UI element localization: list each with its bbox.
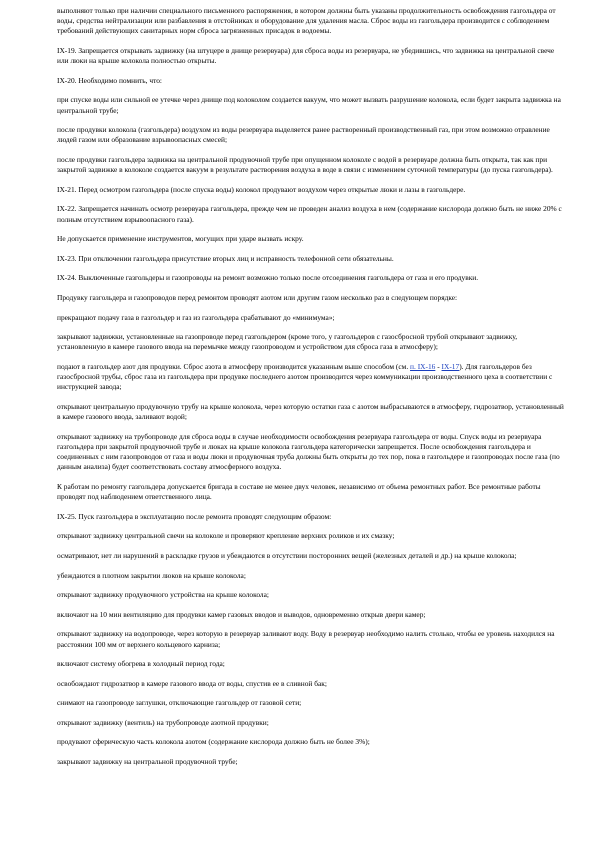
text-nitrogen-feed: подают в газгольдер азот для продувки. Сброс азота в атмосферу производится указанным выше способом (см.: [57, 361, 409, 371]
paragraph-purge-order: Продувку газгольдера и газопроводов перед ремонтом проводят азотом или другим газом несколько раз в следующем порядке:: [57, 292, 458, 302]
paragraph-vacuum-warning: при спуске воды или сильной ее утечке через днище под колоколом создается вакуум, что может вызвать разрушение колокола, если будет закрыта задвижка на центральной трубе;: [57, 95, 561, 115]
paragraph-valve-open: после продувки газгольдера задвижка на центральной продувочной трубе при опущенном колоколе с водой в резервуаре должна быть открыта, так как при закрытой задвижке в колоколе создается вакуум в результате растворения воздуха в воде в связи с изменением суточной температуры (до пуска газгольдера).: [57, 154, 553, 175]
paragraph-stop-supply: прекращают подачу газа в газгольдер и газ из газгольдера срабатывают до «минимума»;: [57, 312, 335, 322]
paragraph-close-central: закрывают задвижку на центральной продувочной трубе;: [57, 757, 238, 767]
paragraph-hydroseal: освобождают гидрозатвор в камере газового ввода от воды, спустив ее в сливной бак;: [57, 678, 327, 688]
paragraph-central-pipe: открывают центральную продувочную трубу на крыше колокола, через которую остатки газа с азотом выбрасываются в атмосферу, гидрозатвор, установленный в камере газового ввода, заливают водой;: [57, 401, 564, 422]
paragraph-hatches: убеждаются в плотном закрытии люков на крыше колокола;: [57, 570, 246, 580]
paragraph-inspect-roof: осматривают, нет ли нарушений в раскладке грузов и убеждаются в отсутствии посторонних вещей (железных деталей и др.) на крыше колокола;: [57, 550, 517, 560]
paragraph-ix-19: IX-19. Запрещается открывать задвижку (на штуцере в днище резервуара) для сброса воды из резервуара, не убедившись, что задвижка на центральной свече или люки на крыше колокола полностью открыты.: [57, 46, 555, 66]
paragraph-ix-22: IX-22. Запрещается начинать осмотр резервуара газгольдера, прежде чем не проведен анализ воздуха в нем (содержание кислорода должно быть не ниже 20% с полным отсутствием взрывоопасного газа).: [57, 204, 562, 224]
text-nitrogen-feed-end: ). Для газгольдеров без газосбросной трубы, сброс газа из газгольдера при продувке последнего азотом производится через коммуникации производственного цеха в соответствии с инструкцией завода;: [57, 361, 553, 392]
paragraph-ix-25: IX-25. Пуск газгольдера в эксплуатацию после ремонта проводят следующим образом:: [57, 511, 332, 521]
link-separator: -: [437, 361, 440, 371]
paragraph-gas-release: после продувки колокола (газгольдера) воздухом из воды резервуара выделяется ранее растворенный производственный газ, при этом возможно отравление людей газом или образование взрывоопасных смесей;: [57, 125, 550, 145]
paragraph-fill-water: открывают задвижку на водопроводе, через которую в резервуар заливают воду. Воду в резервуар необходимо налить столько, чтобы ее уровень находился на расстоянии 100 мм от верхнего кольцевого карниза;: [57, 629, 555, 649]
paragraph-purge-valve: открывают задвижку продувочного устройства на крыше колокола;: [57, 590, 269, 600]
paragraph-remove-plugs: снимают на газопроводе заглушки, отключающие газгольдер от газовой сети;: [57, 698, 302, 708]
paragraph-spark-tools: Не допускается применение инструментов, могущих при ударе вызвать искру.: [57, 234, 304, 244]
paragraph-purge-sphere: продувают сферическую часть колокола азотом (содержание кислорода должно быть не более 3%);: [57, 737, 370, 747]
paragraph-ix-20: IX-20. Необходимо помнить, что:: [57, 75, 162, 85]
paragraph-nitrogen-feed: [57, 362, 565, 393]
paragraph-water-drain: открывают задвижку на трубопроводе для сброса воды в случае необходимости освобождения резервуара газгольдера от воды. Спуск воды из резервуара газгольдера при закрытой продувочной трубе и люках на крыше колокола газгольдера категорически запрещается. После освобождения газгольдера и соединенных с ним газопроводов от газа и воды люки и продувочная труба должны быть открыты до тех пор, пока в газгольдере и газопроводах после газа (по данным анализа) будет соответствовать составу атмосферного воздуха.: [57, 431, 560, 472]
paragraph-nitrogen-valve: открывают задвижку (вентиль) на трубопроводе азотной продувки;: [57, 717, 269, 727]
paragraph-ventilation: включают на 10 мин вентиляцию для продувки камер газовых вводов и выводов, одновременно открыв двери камер;: [57, 609, 426, 619]
paragraph-check-rollers: открывают задвижку центральной свечи на колоколе и проверяют крепление верхних роликов и их смазку;: [57, 531, 395, 541]
link-ix-16[interactable]: п. IX-16: [410, 361, 436, 371]
paragraph-continuation: выполняют только при наличии специального письменного распоряжения, в котором должны быть указаны продолжительность освобождения газгольдера от воды, средства нейтрализации или разбавления в отстойниках и оборудование для удаления масла. Сброс воды из газгольдера производится с соблюдением требований действующих санитарных норм сброса загрязненных присадок в водоемы.: [57, 6, 556, 36]
paragraph-ix-23: IX-23. При отключении газгольдера присутствие вторых лиц и исправность телефонной сети обязательны.: [57, 253, 394, 263]
paragraph-heating: включают систему обогрева в холодный период года;: [57, 659, 225, 669]
paragraph-close-valves: закрывают задвижки, установленные на газопроводе перед газгольдером (кроме того, у газгольдеров с газосбросной трубой открывают задвижку, установленную в камере газового ввода на перемычке между газопроводом и устройством для сброса газа в атмосферу);: [57, 332, 518, 352]
link-ix-17[interactable]: IX-17: [441, 361, 460, 371]
paragraph-ix-24: IX-24. Выключенные газгольдеры и газопроводы на ремонт возможно только после отсоединения газгольдера от газа и его продувки.: [57, 273, 479, 283]
paragraph-ix-21: IX-21. Перед осмотром газгольдера (после спуска воды) колокол продувают воздухом через открытые люки и лазы в газгольдере.: [57, 184, 466, 194]
paragraph-repair-team: К работам по ремонту газгольдера допускается бригада в составе не менее двух человек, независимо от объема ремонтных работ. Все ремонтные работы проводят под наблюдением ответственного лица.: [57, 481, 541, 502]
